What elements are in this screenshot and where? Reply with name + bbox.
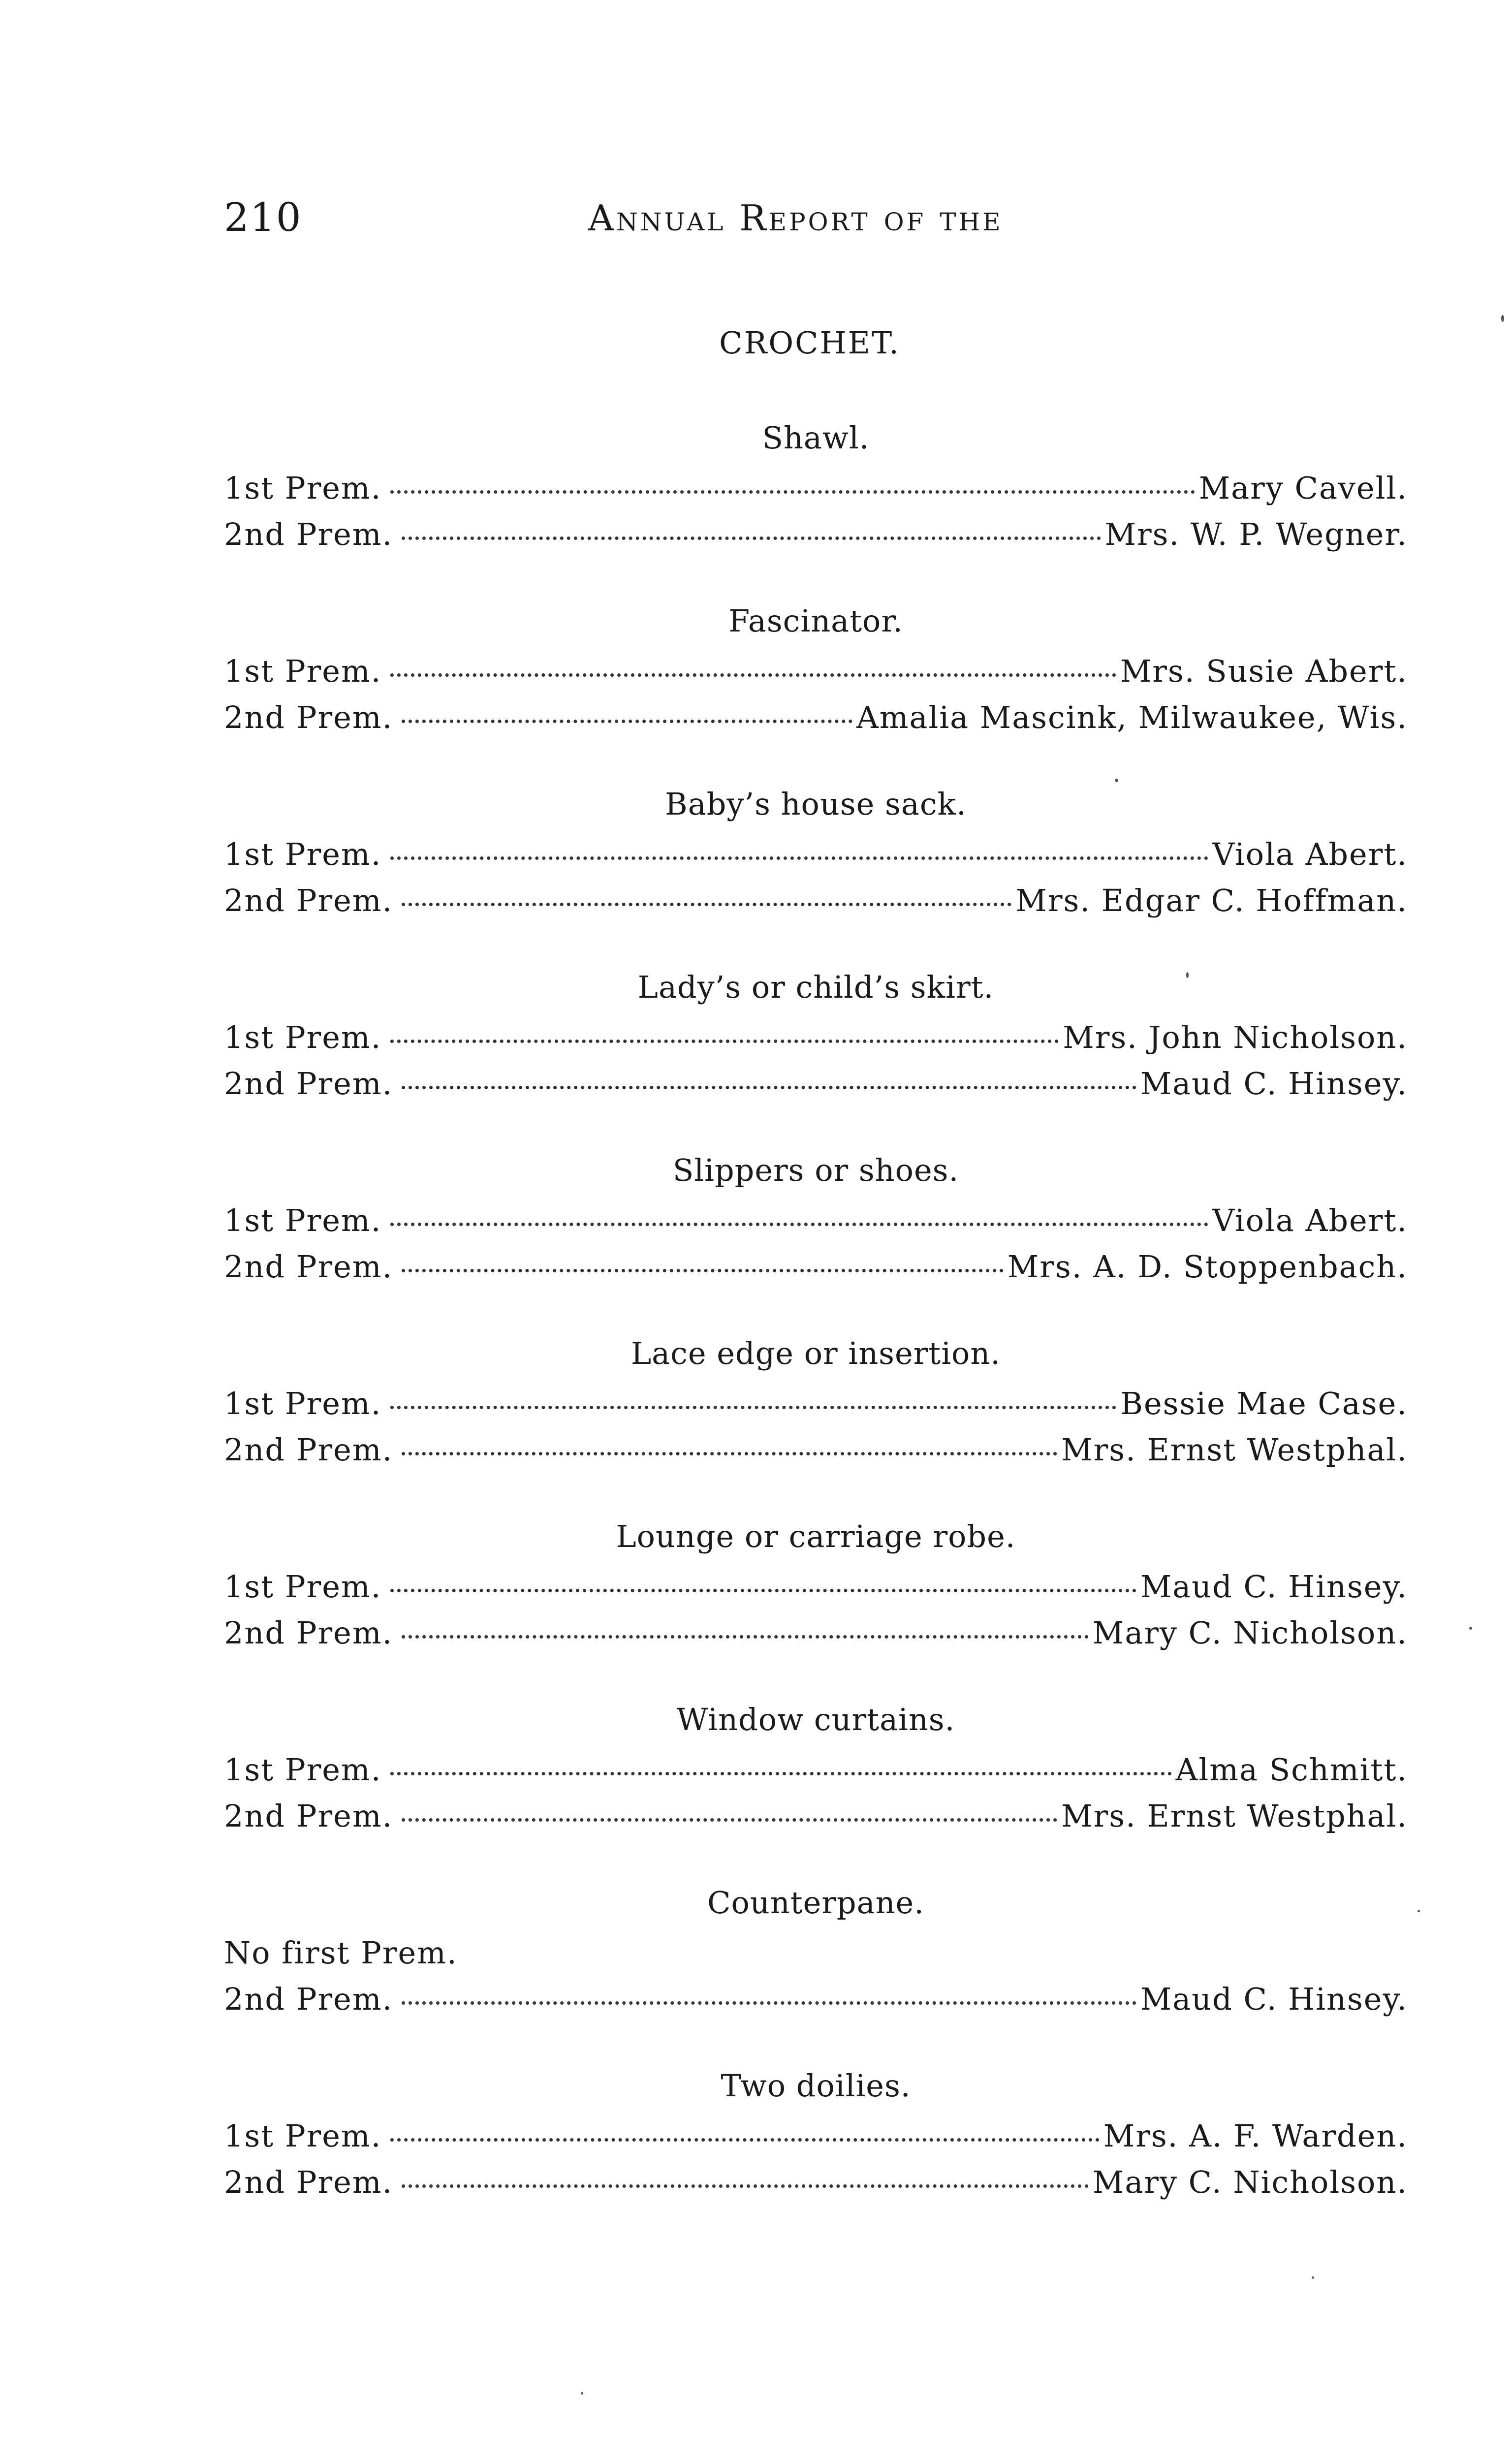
prize-row [224,511,1408,558]
dot-leader [402,1452,1057,1455]
dot-leader [390,2138,1099,2142]
prize-row [224,1564,1408,1610]
prize-winner: Mrs. A. F. Warden. [1103,2118,1408,2154]
premium-category [224,1148,1408,1331]
prize-winner: Maud C. Hinsey. [1140,1066,1408,1102]
prize-label: 2nd Prem. [224,516,393,552]
premium-category [224,1331,1408,1514]
prize-label: 1st Prem. [224,470,382,506]
prize-label: 1st Prem. [224,1569,382,1605]
dot-leader [402,720,852,723]
prize-label: 1st Prem. [224,1019,382,1055]
prize-label: 2nd Prem. [224,1798,393,1834]
prize-label: 1st Prem. [224,1202,382,1238]
prize-winner: Viola Abert. [1212,1202,1408,1238]
dot-leader [390,1589,1136,1592]
prize-row [224,1976,1408,2022]
prize-row [224,1747,1408,1793]
prize-row [224,2113,1408,2159]
category-title: Shawl. [762,420,870,456]
category-title: Lounge or carriage robe. [616,1518,1016,1554]
prize-label: 2nd Prem. [224,699,393,735]
prize-winner: Mary Cavell. [1198,470,1408,506]
prize-label: 2nd Prem. [224,1981,393,2017]
dot-leader [402,2184,1089,2188]
scan-speck [1312,2276,1314,2279]
prize-winner: Amalia Mascink, Milwaukee, Wis. [856,699,1408,735]
prize-winner: Maud C. Hinsey. [1140,1569,1408,1605]
dot-leader [390,1406,1116,1409]
prize-winner: Mrs. John Nicholson. [1063,1019,1408,1055]
prize-label: 2nd Prem. [224,1432,393,1468]
prize-winner: Mrs. Edgar C. Hoffman. [1015,883,1408,918]
category-title: Baby’s house sack. [665,786,967,822]
prize-winner: Mary C. Nicholson. [1092,2164,1408,2200]
premium-category [224,416,1408,599]
premium-category [224,1698,1408,1881]
prize-label: 2nd Prem. [224,1066,393,1102]
page-number: 210 [224,194,302,240]
prize-row [224,648,1408,694]
prize-winner: Viola Abert. [1212,836,1408,872]
dot-leader [402,1269,1003,1272]
dot-leader [390,856,1208,860]
prize-winner: Bessie Mae Case. [1120,1386,1408,1421]
prize-winner: Mrs. Susie Abert. [1120,653,1408,689]
prize-winner: Alma Schmitt. [1175,1752,1408,1788]
prize-label: 1st Prem. [224,1752,382,1788]
category-title: Counterpane. [707,1885,924,1921]
prize-label: 2nd Prem. [224,883,393,918]
prize-winner: Maud C. Hinsey. [1140,1981,1408,2017]
category-title: Window curtains. [676,1702,955,1737]
prize-row [224,1427,1408,1473]
dot-leader [390,1223,1208,1226]
dot-leader [390,1772,1171,1775]
scan-speck [1469,1627,1472,1630]
scan-speck [1186,972,1189,978]
category-title: Slippers or shoes. [672,1152,959,1188]
prize-label: 1st Prem. [224,1386,382,1421]
premium-category [224,1881,1408,2064]
prize-label: 1st Prem. [224,2118,382,2154]
prize-row [224,1014,1408,1061]
premium-category [224,782,1408,965]
premium-category [224,965,1408,1148]
prize-row [224,2159,1408,2206]
category-title: Lace edge or insertion. [630,1335,1001,1371]
prize-label: 1st Prem. [224,653,382,689]
prize-label: 2nd Prem. [224,1249,393,1285]
scan-speck [1115,779,1118,782]
prize-label: No first Prem. [224,1935,458,1971]
prize-label: 1st Prem. [224,836,382,872]
prize-label: 2nd Prem. [224,2164,393,2200]
prize-row [224,831,1408,878]
prize-winner: Mary C. Nicholson. [1092,1615,1408,1651]
category-title: Fascinator. [728,603,903,639]
scan-speck [1418,1910,1420,1912]
prize-row [224,1061,1408,1107]
prize-row [224,1930,1408,1976]
dot-leader [402,1818,1057,1822]
prize-label: 2nd Prem. [224,1615,393,1651]
running-title: Annual Report of the [588,197,1003,239]
dot-leader [390,673,1116,677]
prize-winner: Mrs. W. P. Wegner. [1104,516,1408,552]
dot-leader [402,2001,1136,2005]
dot-leader [390,490,1195,494]
prize-row [224,465,1408,511]
prize-row [224,1198,1408,1244]
prize-row [224,1381,1408,1427]
premium-category [224,2064,1408,2247]
category-title: Two doilies. [721,2068,911,2104]
premium-categories [224,416,1408,2247]
category-title: Lady’s or child’s skirt. [637,969,994,1005]
running-header [224,194,1395,244]
prize-row [224,1244,1408,1290]
premium-category [224,1514,1408,1698]
dot-leader [390,1040,1059,1043]
scan-speck [1501,315,1504,322]
prize-row [224,1610,1408,1656]
prize-row [224,694,1408,741]
prize-winner: Mrs. Ernst Westphal. [1061,1798,1408,1834]
dot-leader [402,536,1101,540]
prize-winner: Mrs. A. D. Stoppenbach. [1007,1249,1408,1285]
prize-row [224,878,1408,924]
dot-leader [402,1635,1089,1639]
dot-leader [402,903,1011,906]
prize-winner: Mrs. Ernst Westphal. [1061,1432,1408,1468]
scan-speck [581,2392,583,2395]
prize-row [224,1793,1408,1839]
premium-category [224,599,1408,782]
section-title: CROCHET. [719,325,900,361]
dot-leader [402,1086,1136,1089]
